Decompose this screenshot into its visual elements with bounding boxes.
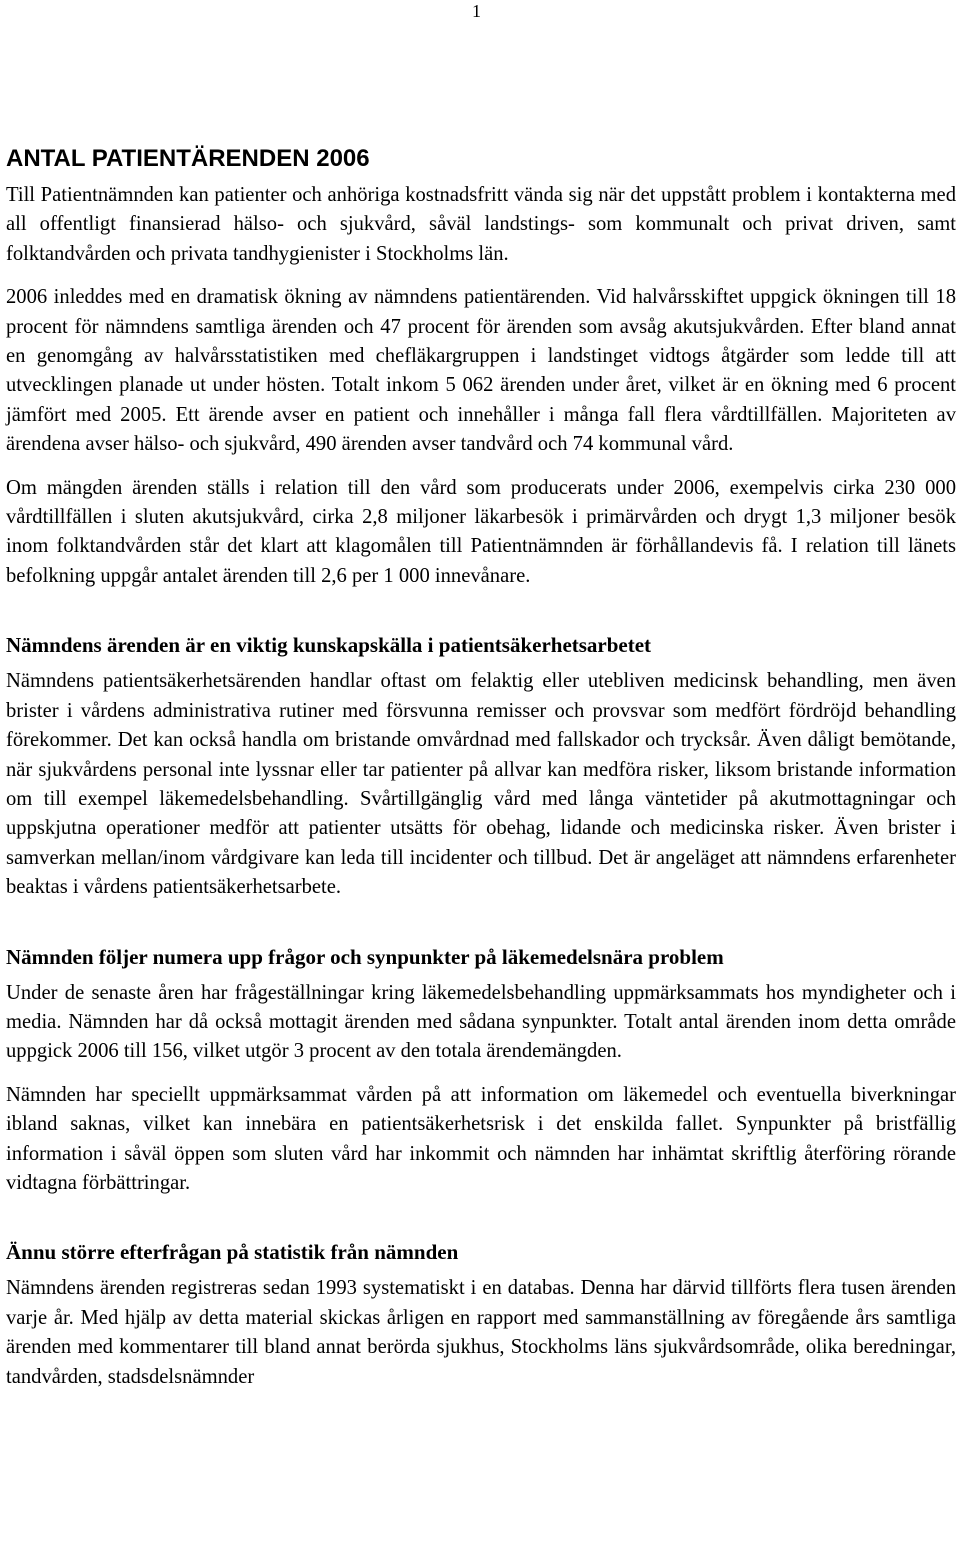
medicine-paragraph-2: Nämnden har speciellt uppmärksammat vården på att information om läkemedel och eventuella biverkningar ibland saknas, vilket kan innebära en patientsäkerhetsrisk i det enskilda fallet. Synpunkter på bristfällig information i såväl öppen som sluten vård har inkommit och nämnden har inhämtat skriftlig återföring rörande vidtagna förbättringar. (6, 1083, 956, 1194)
intro-paragraph-2: 2006 inleddes med en dramatisk ökning av nämndens patientärenden. Vid halvårsskiftet uppgick ökningen till 18 procent för nämndens samtliga ärenden och 47 procent för ärenden som avsåg akutsjukvården. Efter bland annat en genomgång av halvårsstatistiken med chefläkargruppen i landstinget vidtogs åtgärder som ledde till att utvecklingen planade ut under hösten. Totalt inkom 5 062 ärenden under året, vilket är en ökning med 6 procent jämfört med 2005. Ett ärende avser en patient och innehåller i många fall flera vårdtillfällen. Majoriteten av ärendena avser hälso- och sjukvård, 490 ärenden avser tandvård och 74 kommunal vård. (6, 286, 956, 456)
intro-paragraph-1: Till Patientnämnden kan patienter och anhöriga kostnadsfritt vända sig när det uppstått problem i kontakterna med all offentligt finansierad hälso- och sjukvård, såväl landstings- som kommunalt och privat driven, samt folktandvården och privata tandhygienister i Stockholms län. (6, 184, 956, 265)
medicine-paragraph-1: Under de senaste åren har frågeställningar kring läkemedelsbehandling uppmärksammats hos myndigheter och i media. Nämnden har då också mottagit ärenden med sådana synpunkter. Totalt antal ärenden inom detta område uppgick 2006 till 156, vilket utgör 3 procent av den totala ärendemängden. (6, 981, 956, 1063)
section-title-statistics: Ännu större efterfrågan på statistik från nämnden (6, 1240, 459, 1265)
section-title-safety: Nämndens ärenden är en viktig kunskapskälla i patientsäkerhetsarbetet (6, 633, 652, 658)
safety-paragraph-1: Nämndens patientsäkerhetsärenden handlar oftast om felaktig eller utebliven medicinsk behandling, men även brister i vårdens administrativa rutiner med försvunna remisser och provsvar som medfört fördröjd behandling förekommer. Det kan också handla om bristande omvårdnad med fallskador och trycksår. Även dåligt bemötande, när sjukvårdens personal inte lyssnar eller tar patienter på allvar kan medföra risker, liksom bristande information om till exempel läkemedelsbehandling. Svårtillgänglig vård med långa väntetider på akutmottagningar och uppskjutna operationer medför att patienter utsätts för obehag, lidande och medicinska risker. Även brister i samverkan mellan/inom vårdgivare kan leda till incidenter och tillbud. Det är angeläget att nämndens erfarenheter beaktas i vårdens patientsäkerhetsarbete. (6, 670, 956, 899)
intro-paragraph-3: Om mängden ärenden ställs i relation till den vård som producerats under 2006, exempelvis cirka 230 000 vårdtillfällen i sluten akutsjukvård, cirka 2,8 miljoner läkarbesök i primärvården och drygt 1,3 miljoner besök inom folktandvården står det klart att klagomålen till Patientnämnden är förhållandevis få. I relation till länets befolkning uppgår antalet ärenden till 2,6 per 1 000 innevånare. (6, 476, 956, 587)
statistics-paragraph-1: Nämndens ärenden registreras sedan 1993 systematiskt i en databas. Denna har därvid tillförts flera tusen ärenden varje år. Med hjälp av detta material skickas årligen en rapport med sammanställning av föregående års samtliga ärenden med kommentarer till bland annat berörda sjukhus, Stockholms läns sjukvårdsområde, olika beredningar, tandvården, stadsdelsnämnder (6, 1277, 956, 1388)
section-title-medicine: Nämnden följer numera upp frågor och synpunkter på läkemedelsnära problem (6, 944, 724, 969)
document-body (6, 143, 956, 1392)
page-number: 1 (472, 1, 481, 21)
page-title: ANTAL PATIENTÄRENDEN 2006 (6, 145, 370, 172)
